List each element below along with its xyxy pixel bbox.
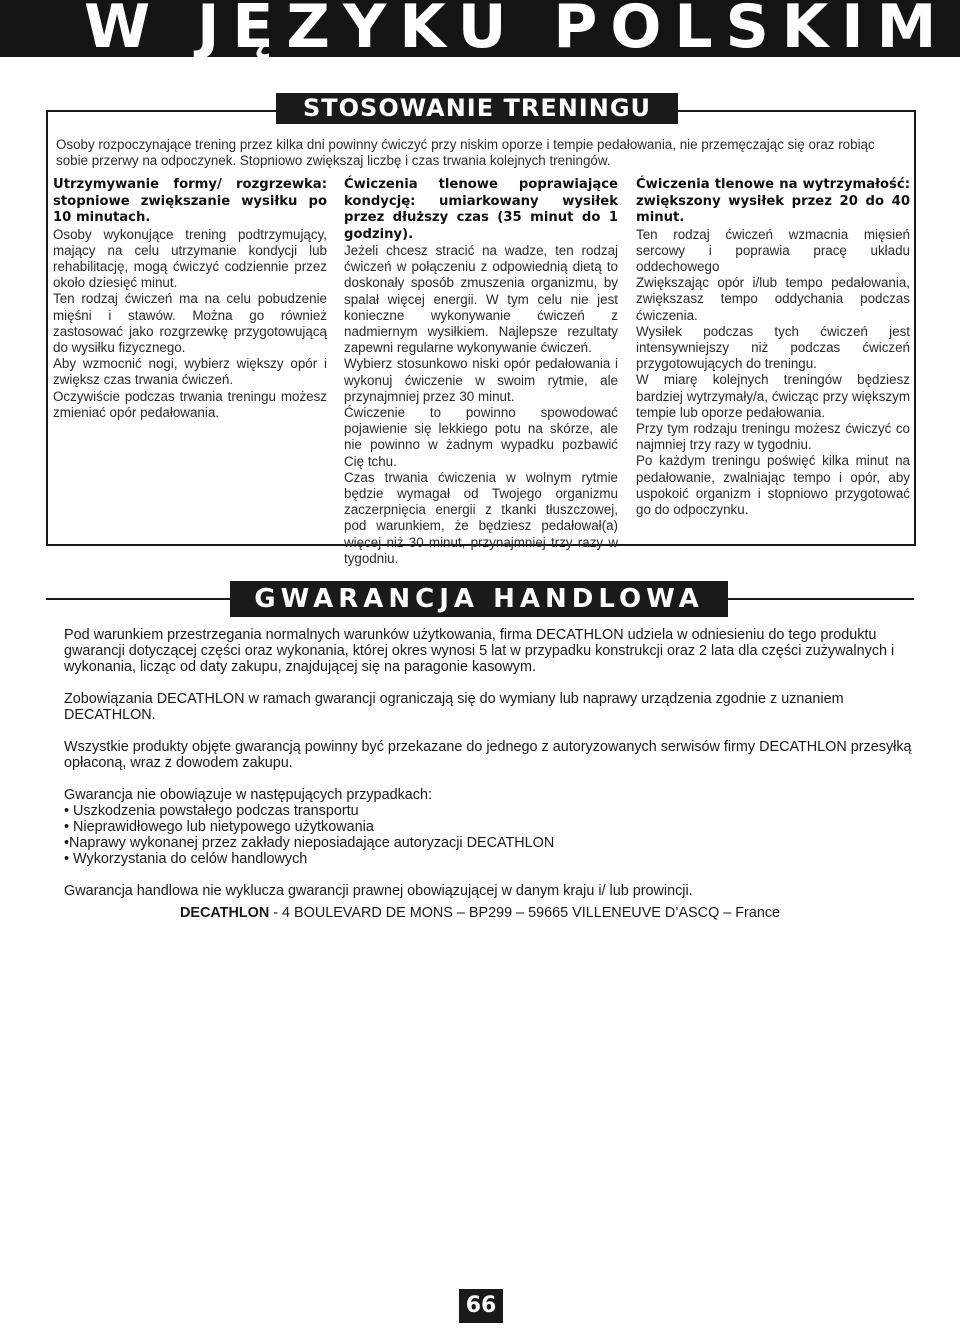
training-intro: Osoby rozpoczynające trening przez kilka dni powinny ćwiczyć przy niskim oporze i tempie pedałowania, nie przemęczając się oraz robiąc sobie przerwy na odpoczynek. Stopniowo zwiększaj liczbę i czas trwania kolejnych treningów. — [56, 137, 875, 168]
training-section-title: STOSOWANIE TRENINGU — [276, 93, 678, 124]
column-paragraph: Zwiększając opór i/lub tempo pedałowania, zwiększasz tempo oddychania podczas ćwiczenia. — [636, 275, 910, 323]
warranty-paragraph: Pod warunkiem przestrzegania normalnych warunków użytkowania, firma DECATHLON udziela w odniesieniu do tego produktu gwarancji dotyczącej części oraz wykonania, której okres wynosi 5 lat w przypadku konstrukcji oraz 2 lata dla części zużywalnych i wykonania, licząc od daty zakupu, znajdującej się na paragonie kasowym. — [64, 627, 895, 675]
column-heading: Ćwiczenia tlenowe na wytrzymałość: zwiększony wysiłek przez 20 do 40 minut. — [636, 177, 910, 225]
warranty-paragraph: Wszystkie produkty objęte gwarancją powinny być przekazane do jednego z autoryzowanych serwisów firmy DECATHLON przesyłką opłaconą, wraz z dowodem zakupu. — [64, 739, 912, 771]
list-item: • Nieprawidłowego lub nietypowego użytkowania — [64, 819, 374, 835]
language-banner — [0, 0, 960, 62]
warranty-body — [64, 627, 914, 915]
column-paragraph: Po każdym treningu poświęć kilka minut na pedałowanie, zwalniając tempo i opór, aby uspokoić organizm i stopniowo przygotować go do odpoczynku. — [636, 453, 910, 517]
list-item: • Wykorzystania do celów handlowych — [64, 851, 308, 867]
column-paragraph: Jeżeli chcesz stracić na wadze, ten rodzaj ćwiczeń w połączeniu z odpowiednią dietą to doskonały sposób zmuszenia organizmu, by spalał więcej energii. W tym celu nie jest konieczne wykonywanie ćwiczeń z nadmiernym wysiłkiem. Najlepsze rezultaty zapewni regularne wykonywanie ćwiczeń. — [344, 243, 618, 356]
column-paragraph: Ten rodzaj ćwiczeń wzmacnia mięsień sercowy i poprawia pracę układu oddechowego — [636, 226, 910, 274]
address-text: - 4 BOULEVARD DE MONS – BP299 – 59665 VILLENEUVE D’ASCQ – France — [269, 905, 781, 921]
list-item: • Uszkodzenia powstałego podczas transportu — [64, 803, 359, 819]
exclusions-intro: Gwarancja nie obowiązuje w następujących przypadkach: — [64, 787, 432, 803]
training-column-aerobic-endurance — [636, 177, 910, 518]
training-column-maintenance — [53, 177, 327, 421]
column-heading: Ćwiczenia tlenowe poprawiające kondycję: umiarkowany wysiłek przez dłuższy czas (35 minut do 1 godziny). — [344, 177, 618, 242]
column-paragraph: Aby wzmocnić nogi, wybierz większy opór i zwiększ czas trwania ćwiczeń. — [53, 356, 327, 388]
warranty-paragraph: Gwarancja handlowa nie wyklucza gwarancji prawnej obowiązującej w danym kraju i/ lub prowincji. — [64, 883, 693, 899]
language-title: W JĘZYKU POLSKIM — [84, 0, 950, 62]
column-paragraph: Przy tym rodzaju treningu możesz ćwiczyć co najmniej trzy razy w tygodniu. — [636, 420, 910, 453]
column-paragraph: Oczywiście podczas trwania treningu możesz zmieniać opór pedałowania. — [53, 388, 327, 420]
company-address — [0, 905, 960, 921]
column-paragraph: Ćwiczenie to powinno spowodować pojawienie się lekkiego potu na skórze, ale nie powinno w żadnym wypadku pozbawić Cię tchu. — [344, 405, 618, 469]
column-heading: Utrzymywanie formy/ rozgrzewka: stopniowe zwiększanie wysiłku po 10 minutach. — [53, 177, 327, 225]
warranty-section-title: GWARANCJA HANDLOWA — [230, 581, 728, 617]
warranty-paragraph: Zobowiązania DECATHLON w ramach gwarancji ograniczają się do wymiany lub naprawy urządzenia zgodnie z uznaniem DECATHLON. — [64, 691, 844, 723]
column-paragraph: Wybierz stosunkowo niski opór pedałowania i wykonuj ćwiczenie w swoim rytmie, ale przynajmniej przez 30 minut. — [344, 356, 618, 404]
column-paragraph: Osoby wykonujące trening podtrzymujący, mający na celu utrzymanie kondycji lub rehabilitację, mogą ćwiczyć codziennie przez około dziesięć minut. — [53, 226, 327, 291]
column-paragraph: W miarę kolejnych treningów będziesz bardziej wytrzymały/a, ćwicząc przy większym tempie lub oporze pedałowania. — [636, 372, 910, 420]
exclusions-list — [64, 803, 914, 867]
column-paragraph: Ten rodzaj ćwiczeń ma na celu pobudzenie mięśni i stawów. Można go również zastosować jako rozgrzewkę przygotowującą do wysiłku fizycznego. — [53, 291, 327, 355]
brand-name: DECATHLON — [179, 905, 270, 921]
column-paragraph: Czas trwania ćwiczenia w wolnym rytmie będzie wymagał od Twojego organizmu zaczerpnięcia energii z tkanki tłuszczowej, pod warunkiem, że będziesz pedałował(a) więcej niż 30 minut, przynajmniej trzy razy w tygodniu. — [344, 469, 618, 566]
page-number: 66 — [459, 1289, 503, 1323]
column-paragraph: Wysiłek podczas tych ćwiczeń jest intensywniejszy niż podczas ćwiczeń przygotowujących do treningu. — [636, 323, 910, 372]
list-item: •Naprawy wykonanej przez zakłady nieposiadające autoryzacji DECATHLON — [64, 835, 555, 851]
training-column-aerobic-condition — [344, 177, 618, 567]
